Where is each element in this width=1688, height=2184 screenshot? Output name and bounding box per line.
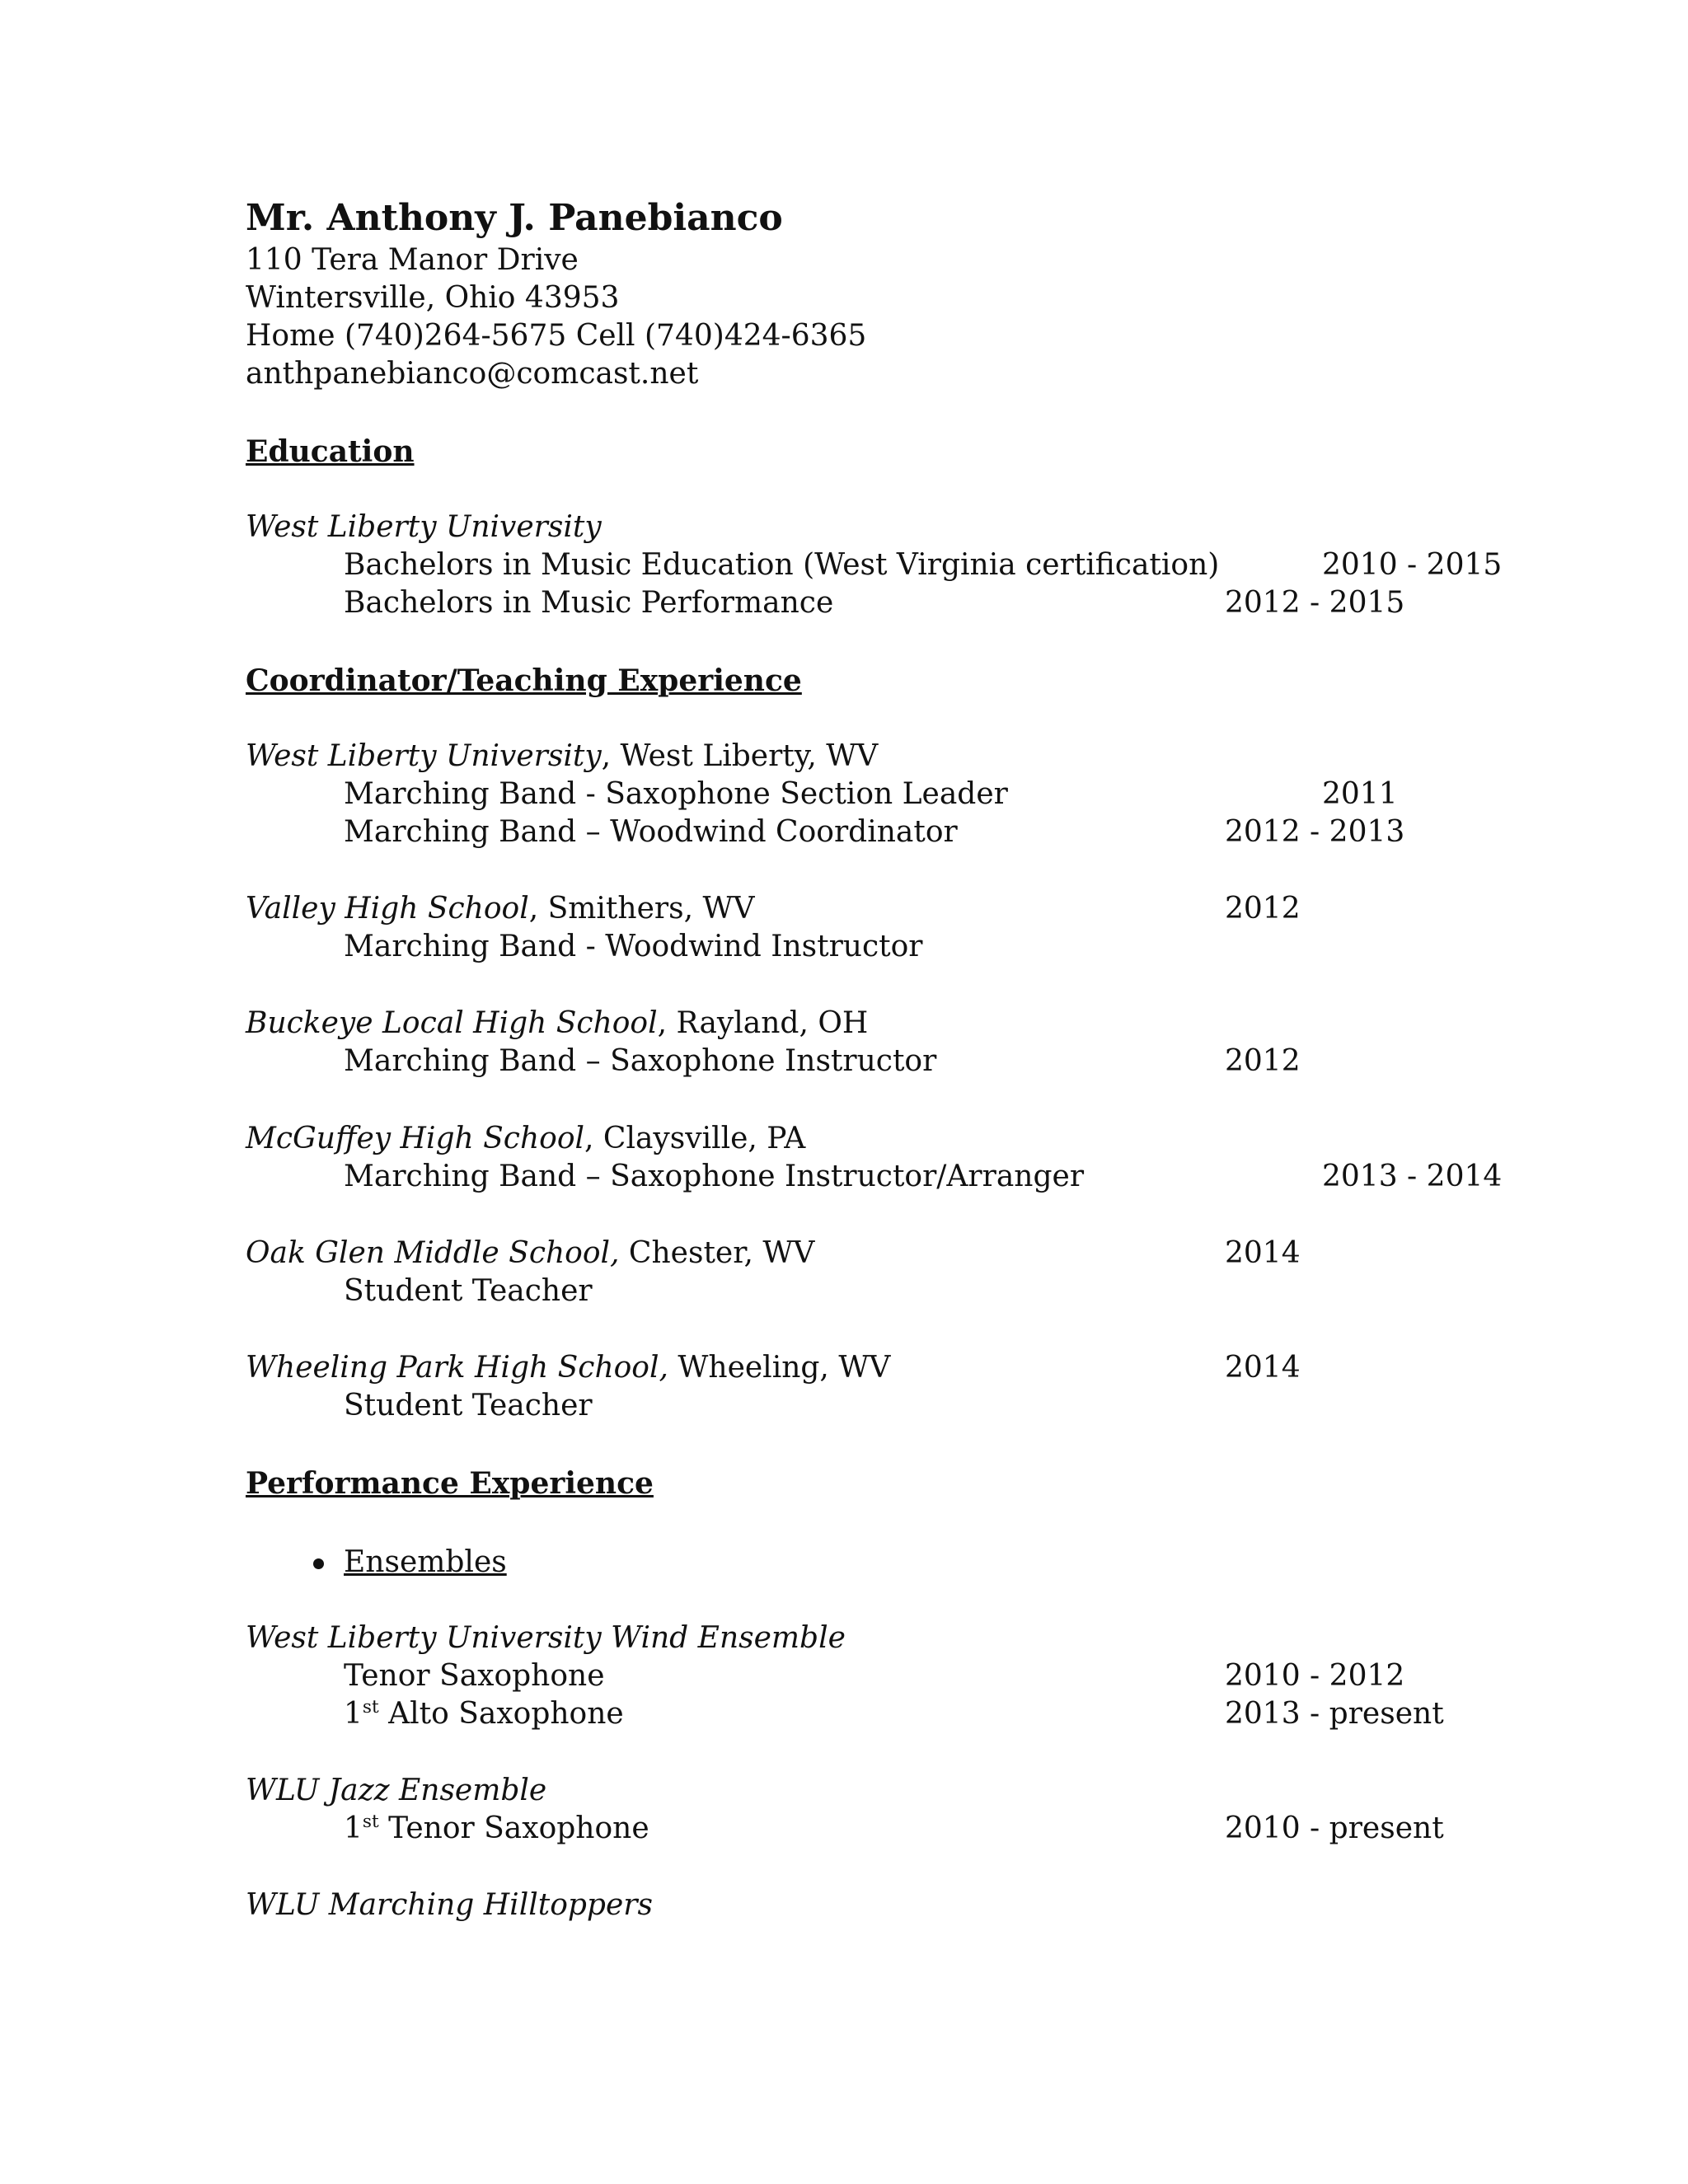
part-ordinal-suffix: st (362, 1697, 379, 1718)
teaching-entry-header (246, 1236, 815, 1270)
teaching-role-dates: 2013 - 2014 (1322, 1160, 1503, 1193)
part-ordinal-suffix: st (362, 1811, 379, 1832)
bullet-icon (313, 1558, 324, 1569)
teaching-role-dates: 2012 (1225, 1044, 1301, 1078)
ensemble-name: West Liberty University Wind Ensemble (246, 1621, 846, 1655)
ensemble-part (344, 1811, 649, 1845)
teaching-role: Marching Band - Saxophone Section Leader (344, 777, 1008, 811)
part-ordinal: 1 (344, 1811, 363, 1845)
address-line-1: 110 Tera Manor Drive (246, 243, 579, 277)
teaching-location: , Smithers, WV (528, 892, 755, 926)
teaching-entry-date: 2014 (1225, 1236, 1301, 1270)
degree-title: Bachelors in Music Performance (344, 586, 834, 620)
part-title: Alto Saxophone (378, 1697, 624, 1731)
degree-title: Bachelors in Music Education (West Virginia certification) (344, 548, 1220, 582)
teaching-entry-date: 2012 (1225, 892, 1301, 926)
teaching-entry-header (246, 739, 879, 773)
ensemble-part-dates: 2013 - present (1225, 1697, 1444, 1731)
ensembles-subheading: Ensembles (344, 1545, 507, 1579)
ensemble-part-dates: 2010 - present (1225, 1811, 1444, 1845)
email-address: anthpanebianco@comcast.net (246, 357, 699, 391)
ensemble-name: WLU Jazz Ensemble (246, 1774, 547, 1807)
phone-numbers: Home (740)264-5675 Cell (740)424-6365 (246, 319, 867, 353)
teaching-location: , Rayland, OH (657, 1006, 869, 1040)
teaching-place: Oak Glen Middle School, (246, 1236, 620, 1270)
teaching-entry-header (246, 1006, 869, 1040)
teaching-location: Wheeling, WV (668, 1351, 891, 1385)
ensemble-part (344, 1699, 624, 1729)
teaching-role-dates: 2011 (1322, 777, 1398, 811)
teaching-role-dates: 2012 - 2013 (1225, 815, 1405, 849)
teaching-place: West Liberty University (246, 739, 602, 773)
part-title: Tenor Saxophone (378, 1811, 649, 1845)
education-heading: Education (246, 434, 415, 469)
teaching-role: Student Teacher (344, 1274, 593, 1308)
teaching-place: McGuffey High School (246, 1122, 585, 1155)
teaching-role: Marching Band – Saxophone Instructor (344, 1044, 937, 1078)
teaching-entry-header (246, 1124, 805, 1154)
performance-heading: Performance Experience (246, 1466, 654, 1501)
teaching-location: Chester, WV (619, 1236, 815, 1270)
teaching-entry-date: 2014 (1225, 1351, 1301, 1385)
ensemble-name: WLU Marching Hilltoppers (246, 1888, 653, 1922)
teaching-entry-header (246, 894, 754, 924)
degree-dates: 2012 - 2015 (1225, 586, 1405, 620)
teaching-role: Student Teacher (344, 1389, 593, 1422)
teaching-role: Marching Band – Woodwind Coordinator (344, 815, 958, 849)
resume-name: Mr. Anthony J. Panebianco (246, 197, 783, 239)
teaching-place: Buckeye Local High School (246, 1006, 658, 1040)
education-institution: West Liberty University (246, 510, 602, 544)
degree-dates: 2010 - 2015 (1322, 548, 1503, 582)
teaching-place: Valley High School (246, 892, 529, 926)
part-ordinal: 1 (344, 1697, 363, 1731)
teaching-role: Marching Band – Saxophone Instructor/Arranger (344, 1160, 1085, 1193)
teaching-heading: Coordinator/Teaching Experience (246, 663, 802, 698)
address-line-2: Wintersville, Ohio 43953 (246, 281, 620, 315)
ensemble-part: Tenor Saxophone (344, 1659, 605, 1693)
teaching-location: , West Liberty, WV (601, 739, 879, 773)
ensemble-part-dates: 2010 - 2012 (1225, 1659, 1405, 1693)
teaching-entry-header (246, 1353, 890, 1383)
teaching-role: Marching Band - Woodwind Instructor (344, 930, 923, 963)
teaching-place: Wheeling Park High School, (246, 1351, 668, 1385)
teaching-location: , Claysville, PA (584, 1122, 806, 1155)
